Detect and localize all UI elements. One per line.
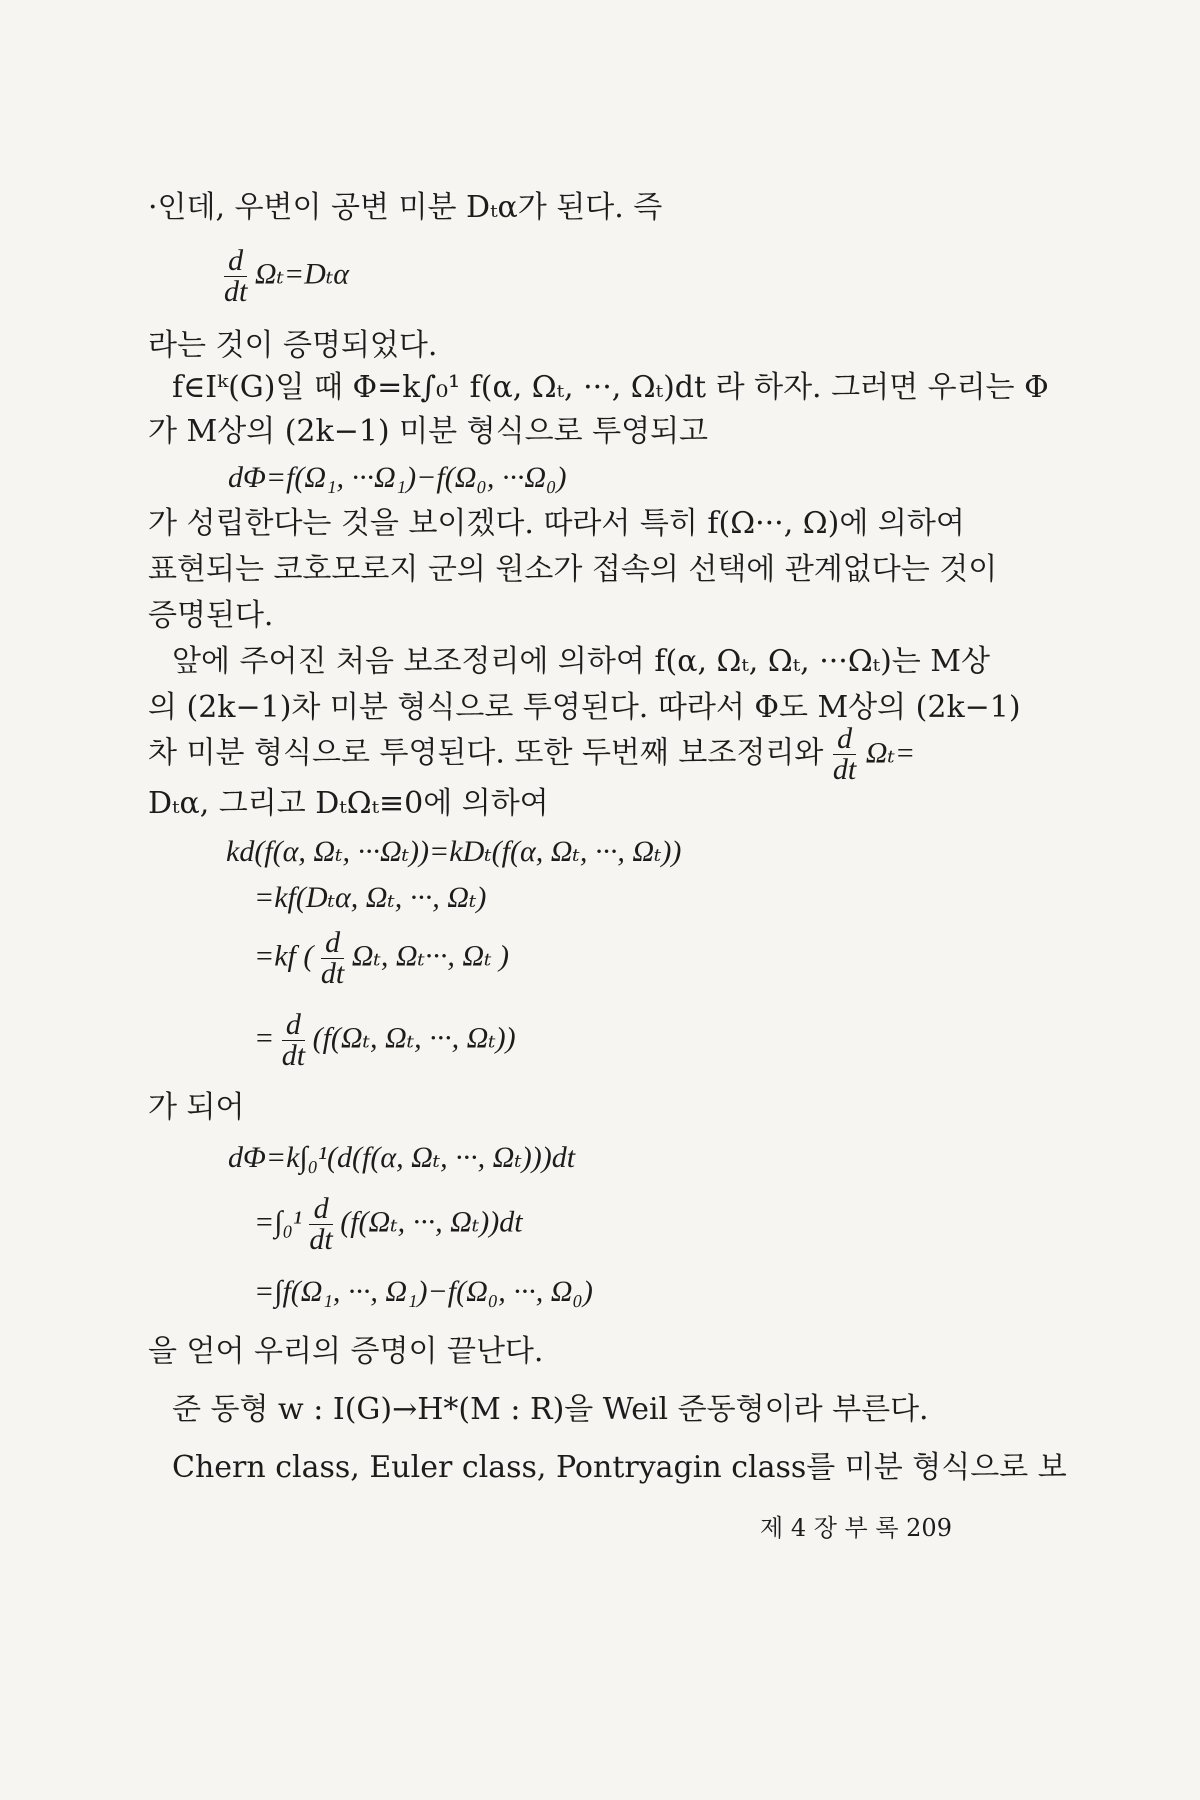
text-line-15: Chern class, Euler class, Pontryagin class를 미분 형식으로 보: [172, 1450, 1067, 1485]
text-line-10: [148, 724, 915, 785]
page-footer: 제 4 장 부 록 209: [760, 1514, 952, 1542]
equation-2: dΦ=f(Ω₁, ···Ω₁)−f(Ω₀, ···Ω₀): [228, 461, 567, 494]
equation-7: dΦ=k∫₀¹(d(f(α, Ωₜ, ···, Ωₜ)))dt: [228, 1141, 576, 1174]
equation-6-lhs: =: [254, 1021, 275, 1055]
equation-8-rhs: (f(Ωₜ, ···, Ωₜ))dt: [340, 1205, 523, 1239]
text-line-14: 준 동형 w : I(G)→H*(M : R)을 Weil 준동형이라 부른다.: [172, 1392, 929, 1427]
text-line-10-math: Ωₜ=: [865, 736, 916, 770]
equation-5-lhs: =kf (: [254, 939, 314, 973]
text-line-6: 표현되는 코호모로지 군의 원소가 접속의 선택에 관계없다는 것이: [148, 552, 998, 587]
equation-5: [254, 928, 509, 989]
text-line-10-text: 차 미분 형식으로 투영된다. 또한 두번째 보조정리와: [148, 735, 824, 771]
equation-5-rhs: Ωₜ, Ωₜ···, Ωₜ ): [351, 939, 509, 973]
text-line-11: Dₜα, 그리고 DₜΩₜ≡0에 의하여: [148, 786, 549, 821]
equation-8: [254, 1194, 523, 1255]
text-line-4: 가 M상의 (2k−1) 미분 형식으로 투영되고: [148, 414, 709, 449]
text-line-8: 앞에 주어진 처음 보조정리에 의하여 f(α, Ωₜ, Ωₜ, ···Ωₜ)는 M상: [172, 644, 991, 679]
text-line-5: 가 성립한다는 것을 보이겠다. 따라서 특히 f(Ω···, Ω)에 의하여: [148, 506, 965, 541]
text-line-7: 증명된다.: [148, 598, 274, 633]
equation-3: kd(f(α, Ωₜ, ···Ωₜ))=kDₜ(f(α, Ωₜ, ···, Ωₜ)): [226, 835, 682, 868]
fraction-d-dt: $\frac{d}{dt}$: [832, 722, 857, 786]
text-line-12: 가 되어: [148, 1090, 245, 1125]
text-line-9: 의 (2k−1)차 미분 형식으로 투영된다. 따라서 Φ도 M상의 (2k−1): [148, 690, 1021, 725]
fraction-d-dt: $\frac{d}{dt}$: [224, 244, 248, 308]
fraction-d-dt: $\frac{d}{dt}$: [309, 1192, 333, 1256]
equation-6-rhs: (f(Ωₜ, Ωₜ, ···, Ωₜ)): [312, 1021, 516, 1055]
equation-4: =kf(Dₜα, Ωₜ, ···, Ωₜ): [254, 881, 487, 914]
equation-8-lhs: =∫₀¹: [254, 1205, 302, 1239]
fraction-d-dt: $\frac{d}{dt}$: [281, 1008, 306, 1072]
fraction-d-dt: $\frac{d}{dt}$: [320, 926, 345, 990]
equation-1: [224, 246, 349, 307]
equation-6: [254, 1010, 516, 1071]
equation-1-rhs: Ωₜ=Dₜα: [254, 257, 349, 291]
text-line-1: ·인데, 우변이 공변 미분 Dₜα가 된다. 즉: [148, 190, 663, 225]
text-line-2: 라는 것이 증명되었다.: [148, 328, 438, 363]
text-line-13: 을 얻어 우리의 증명이 끝난다.: [148, 1334, 544, 1369]
text-line-3: f∈Iᵏ(G)일 때 Φ=k∫₀¹ f(α, Ωₜ, ···, Ωₜ)dt 라 하자. 그러면 우리는 Φ: [172, 370, 1049, 405]
equation-9: =∫f(Ω₁, ···, Ω₁)−f(Ω₀, ···, Ω₀): [254, 1275, 593, 1308]
